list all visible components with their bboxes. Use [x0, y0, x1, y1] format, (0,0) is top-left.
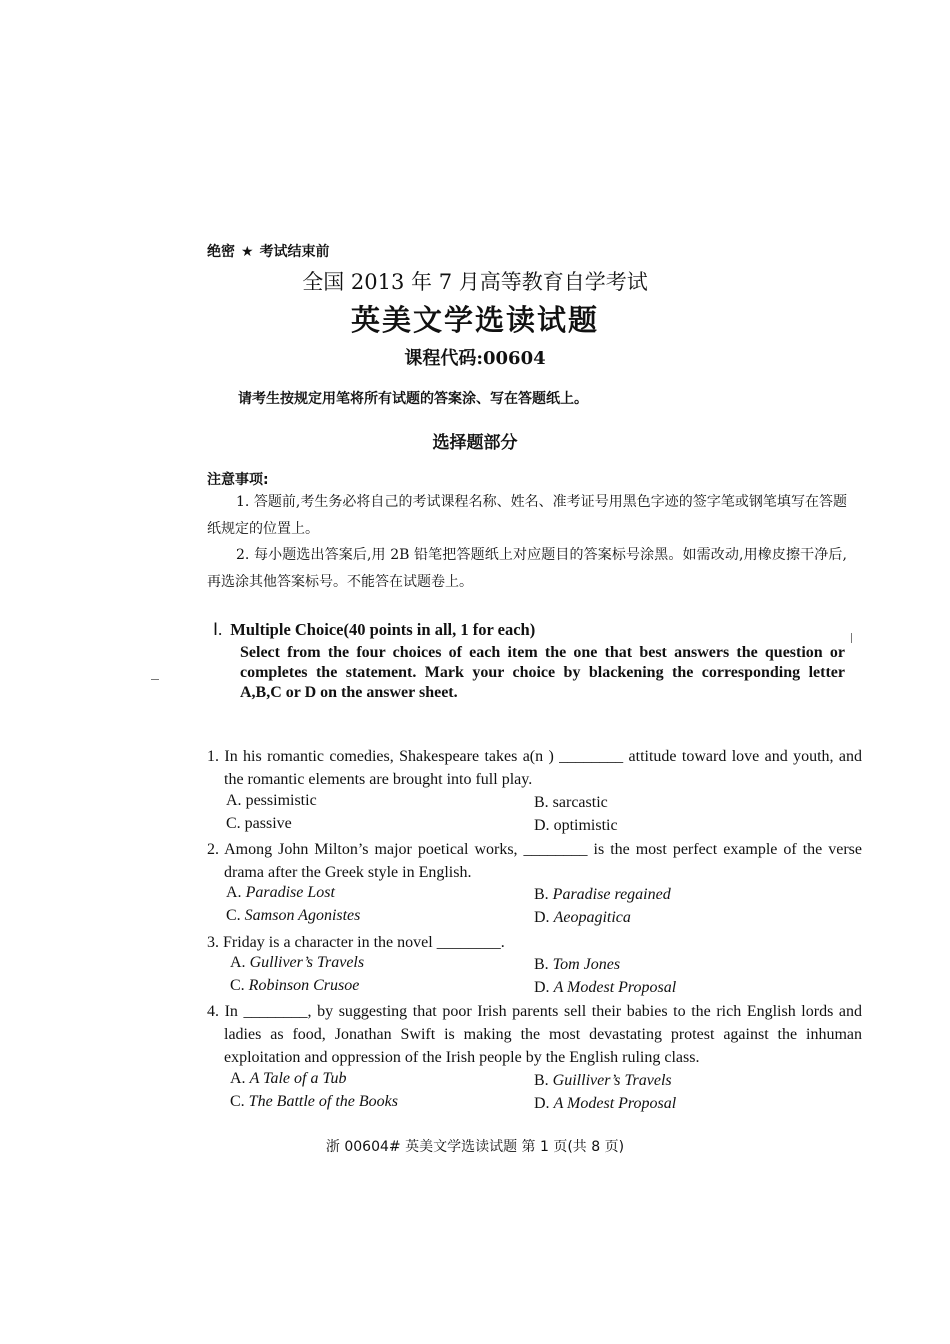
option-letter: A. [230, 954, 246, 971]
exam-session-title: 全国 2013 年 7 月高等教育自学考试 [302, 270, 648, 294]
question-4-option-b [534, 1072, 672, 1090]
option-letter: B. [534, 956, 549, 973]
option-text: passive [244, 815, 292, 832]
note-item: 2. 每小题选出答案后,用 2B 铅笔把答题纸上对应题目的答案标号涂黑。如需改动,用橡皮擦干净后,再选涂其他答案标号。不能答在试题卷上。 [207, 547, 847, 590]
question-1-option-a [226, 792, 317, 810]
option-letter: D. [534, 1095, 550, 1112]
question-2-option-c [226, 907, 360, 925]
confidential-mark [207, 241, 330, 261]
option-text: Paradise regained [552, 886, 671, 903]
question-3-option-c [230, 977, 359, 995]
option-text: pessimistic [245, 792, 317, 809]
option-letter: A. [226, 792, 242, 809]
option-text: Gulliver’s Travels [249, 954, 365, 971]
question-2-stem: 2. Among John Milton’s major poetical works, ________ is the most perfect example of the verse drama after the Greek style in English. [207, 841, 862, 881]
question-4-stem: 4. In ________, by suggesting that poor Irish parents sell their babies to the rich English lords and ladies as food, Jonathan Swift is making the most devastating protest against the inhuman exploitation and oppression of the Irish people by the English ruling class. [207, 1003, 862, 1066]
section-title: Multiple Choice(40 points in all, 1 for each) [230, 620, 536, 639]
section-number: Ⅰ. [213, 620, 223, 639]
answer-instruction: 请考生按规定用笔将所有试题的答案涂、写在答题纸上。 [238, 391, 588, 407]
scan-speck [851, 633, 852, 643]
section-heading [213, 620, 535, 640]
notes-title: 注意事项: [207, 472, 269, 488]
section-description: Select from the four choices of each item the one that best answers the question or completes the statement. Mark your choice by blackening the corresponding letter A,B,C or D on the answer sheet. [240, 644, 845, 701]
star-icon: ★ [241, 244, 254, 260]
option-letter: D. [534, 979, 550, 996]
question-4-option-c [230, 1093, 398, 1111]
option-letter: C. [230, 977, 245, 994]
page-footer: 浙 00604# 英美文学选读试题 第 1 页(共 8 页) [325, 1139, 625, 1155]
part-heading: 选择题部分 [432, 433, 518, 453]
question-2-option-d [534, 909, 631, 927]
option-letter: C. [230, 1093, 245, 1110]
option-text: Aeopagitica [553, 909, 631, 926]
option-text: Paradise Lost [245, 884, 335, 901]
course-code: 课程代码:00604 [404, 348, 546, 369]
option-text: The Battle of the Books [248, 1093, 398, 1110]
option-letter: B. [534, 1072, 549, 1089]
option-text: A Modest Proposal [553, 1095, 677, 1112]
exam-paper-title: 英美文学选读试题 [350, 303, 599, 337]
option-text: sarcastic [552, 794, 608, 811]
question-1-option-d [534, 817, 618, 835]
question-2-option-b [534, 886, 671, 904]
question-1-option-b [534, 794, 608, 812]
question-4-option-a [230, 1070, 346, 1088]
question-1-option-c [226, 815, 292, 833]
option-text: Tom Jones [552, 956, 621, 973]
scan-speck [151, 679, 159, 680]
option-letter: D. [534, 817, 550, 834]
option-text: Samson Agonistes [244, 907, 361, 924]
option-text: Guilliver’s Travels [552, 1072, 672, 1089]
option-letter: B. [534, 794, 549, 811]
question-1-stem: 1. In his romantic comedies, Shakespeare takes a(n ) ________ attitude toward love and youth, and the romantic elements are brought into full play. [207, 748, 862, 788]
question-3-option-d [534, 979, 676, 997]
option-letter: C. [226, 907, 241, 924]
option-letter: A. [226, 884, 242, 901]
option-letter: D. [534, 909, 550, 926]
question-3-stem: 3. Friday is a character in the novel ________. [207, 934, 505, 951]
confidential-until-label: 考试结束前 [259, 244, 330, 260]
note-item: 1. 答题前,考生务必将自己的考试课程名称、姓名、准考证号用黑色字迹的签字笔或钢笔填写在答题纸规定的位置上。 [207, 494, 847, 537]
question-3-option-b [534, 956, 620, 974]
option-text: optimistic [553, 817, 618, 834]
option-text: Robinson Crusoe [248, 977, 360, 994]
option-letter: B. [534, 886, 549, 903]
question-2-option-a [226, 884, 335, 902]
option-text: A Modest Proposal [553, 979, 677, 996]
question-3-option-a [230, 954, 364, 972]
option-letter: C. [226, 815, 241, 832]
option-text: A Tale of a Tub [249, 1070, 347, 1087]
question-4-option-d [534, 1095, 676, 1113]
option-letter: A. [230, 1070, 246, 1087]
confidential-label: 绝密 [207, 244, 235, 260]
